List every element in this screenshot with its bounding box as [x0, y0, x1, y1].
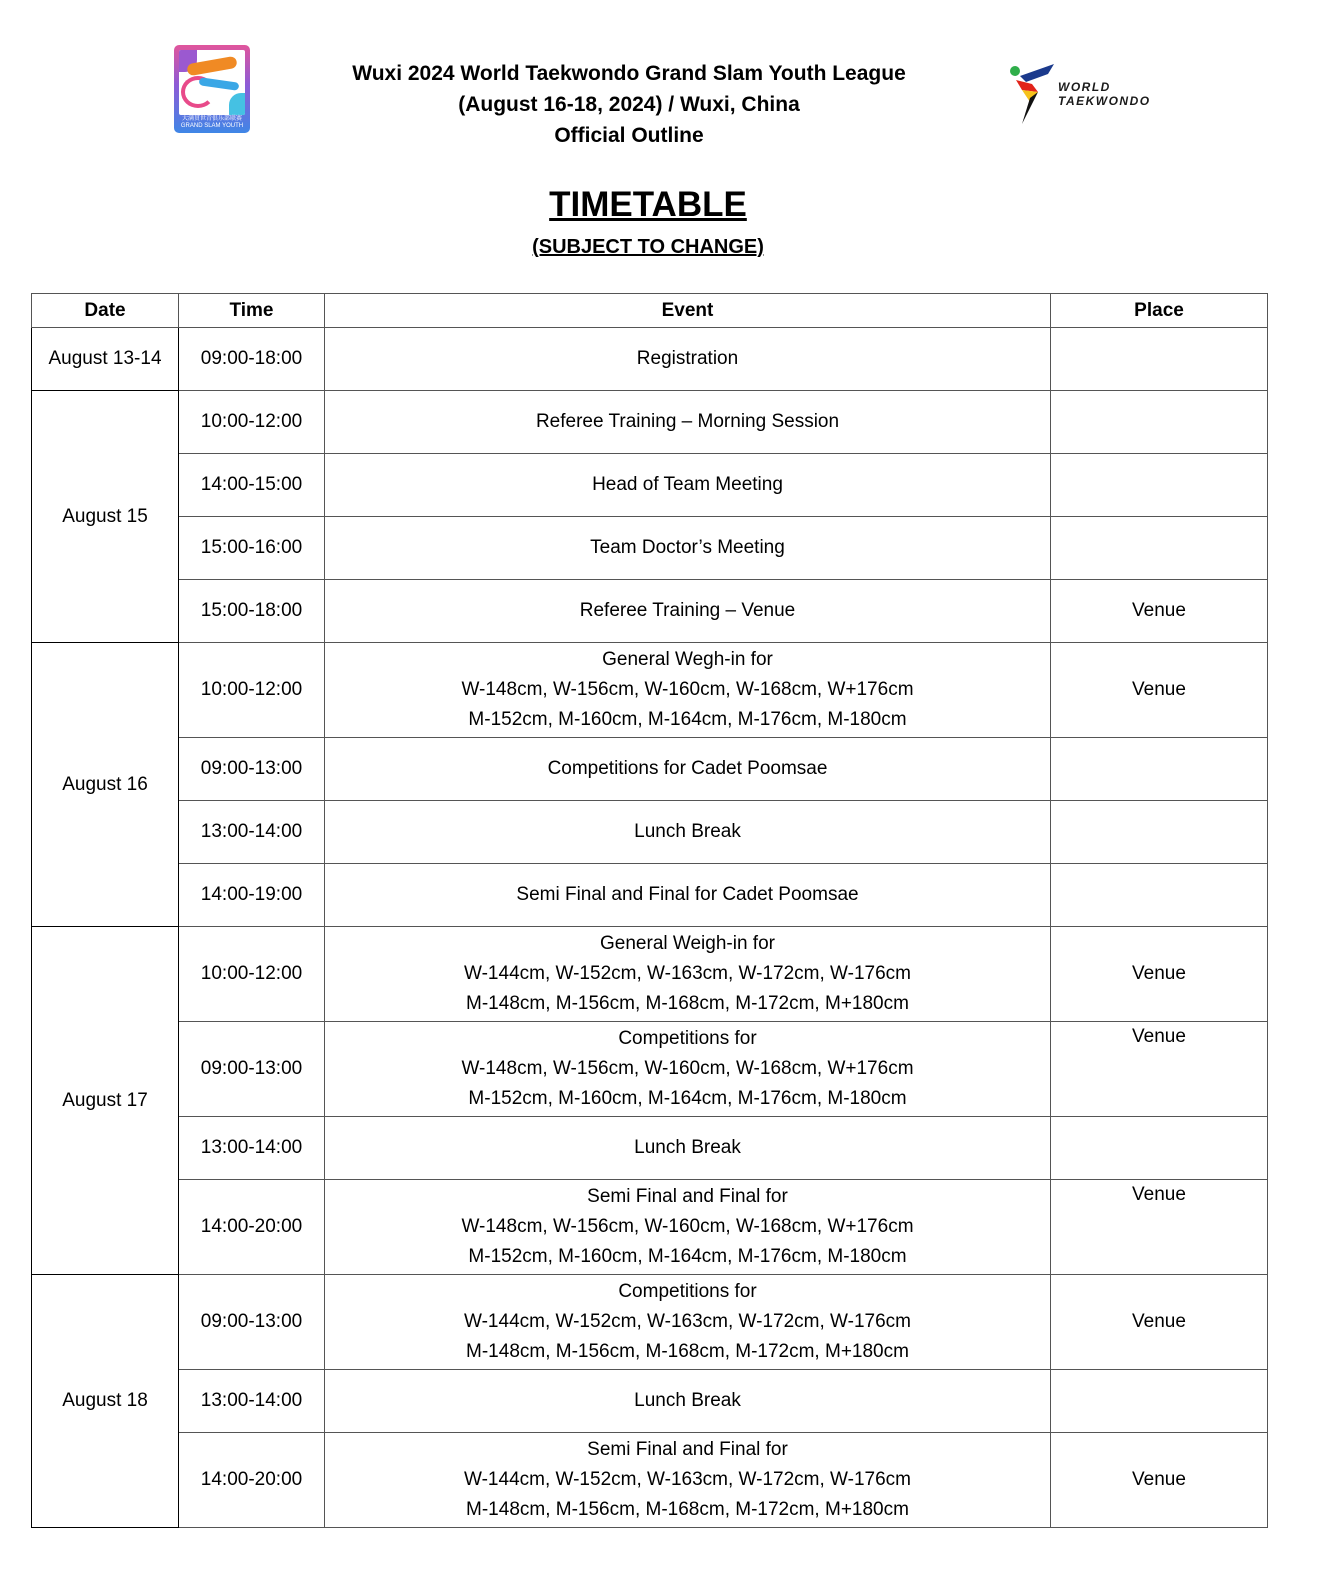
table-row	[32, 1180, 1268, 1275]
document-header	[264, 58, 994, 151]
time-cell: 14:00-20:00	[179, 1433, 325, 1528]
place-cell	[1051, 1117, 1268, 1180]
event-line: Competitions for	[618, 1281, 757, 1302]
event-cell	[325, 517, 1051, 580]
table-row	[32, 1275, 1268, 1370]
event-cell	[325, 328, 1051, 391]
event-line: Team Doctor’s Meeting	[590, 537, 785, 558]
table-row	[32, 1370, 1268, 1433]
event-cell	[325, 391, 1051, 454]
event-line: W-144cm, W-152cm, W-163cm, W-172cm, W-176cm	[464, 1469, 911, 1490]
time-cell: 13:00-14:00	[179, 1117, 325, 1180]
timetable	[31, 293, 1268, 1528]
page-title: TIMETABLE	[549, 185, 747, 224]
place-cell: Venue	[1051, 580, 1268, 643]
table-row	[32, 454, 1268, 517]
table-row	[32, 517, 1268, 580]
place-cell	[1051, 801, 1268, 864]
table-row	[32, 643, 1268, 738]
time-cell: 14:00-15:00	[179, 454, 325, 517]
table-row	[32, 738, 1268, 801]
event-line: Lunch Break	[634, 1137, 741, 1158]
event-line: W-148cm, W-156cm, W-160cm, W-168cm, W+176cm	[461, 1058, 914, 1079]
header-place: Place	[1051, 294, 1268, 328]
event-line: Semi Final and Final for	[587, 1186, 788, 1207]
event-line: M-148cm, M-156cm, M-168cm, M-172cm, M+180cm	[466, 1341, 909, 1362]
table-row	[32, 1117, 1268, 1180]
place-cell	[1051, 738, 1268, 801]
event-cell	[325, 1180, 1051, 1275]
table-row	[32, 1022, 1268, 1117]
event-line: M-148cm, M-156cm, M-168cm, M-172cm, M+180cm	[466, 993, 909, 1014]
event-cell	[325, 801, 1051, 864]
event-line: M-152cm, M-160cm, M-164cm, M-176cm, M-180cm	[468, 1088, 907, 1109]
event-line: W-144cm, W-152cm, W-163cm, W-172cm, W-176cm	[464, 1311, 911, 1332]
timetable-body	[32, 328, 1268, 1528]
event-line: W-148cm, W-156cm, W-160cm, W-168cm, W+176cm	[461, 1216, 914, 1237]
event-line: W-144cm, W-152cm, W-163cm, W-172cm, W-176cm	[464, 963, 911, 984]
event-line: Head of Team Meeting	[592, 474, 783, 495]
date-cell: August 16	[32, 643, 179, 927]
event-cell	[325, 864, 1051, 927]
event-line: Competitions for	[618, 1028, 757, 1049]
event-cell	[325, 1117, 1051, 1180]
event-line: Lunch Break	[634, 1390, 741, 1411]
place-cell: Venue	[1051, 1180, 1268, 1275]
time-cell: 10:00-12:00	[179, 643, 325, 738]
event-line: Referee Training – Morning Session	[535, 411, 840, 432]
place-cell	[1051, 864, 1268, 927]
table-row	[32, 580, 1268, 643]
event-line: W-148cm, W-156cm, W-160cm, W-168cm, W+176cm	[461, 679, 914, 700]
event-line: Semi Final and Final for	[587, 1439, 788, 1460]
event-cell	[325, 1022, 1051, 1117]
event-cell	[325, 1433, 1051, 1528]
time-cell: 09:00-13:00	[179, 1275, 325, 1370]
event-cell	[325, 1275, 1051, 1370]
time-cell: 13:00-14:00	[179, 1370, 325, 1433]
event-line: M-152cm, M-160cm, M-164cm, M-176cm, M-180cm	[468, 709, 907, 730]
header-time: Time	[179, 294, 325, 328]
document-type: Official Outline	[554, 124, 704, 147]
world-taekwondo-logo-icon	[1008, 62, 1158, 126]
date-cell: August 17	[32, 927, 179, 1275]
logo-caption-en: GRAND SLAM YOUTH	[180, 123, 244, 129]
time-cell: 09:00-18:00	[179, 328, 325, 391]
event-line: M-148cm, M-156cm, M-168cm, M-172cm, M+180cm	[466, 1499, 909, 1520]
place-cell	[1051, 1370, 1268, 1433]
place-cell: Venue	[1051, 927, 1268, 1022]
event-dates-location: (August 16-18, 2024) / Wuxi, China	[458, 93, 800, 116]
time-cell: 15:00-18:00	[179, 580, 325, 643]
grand-slam-youth-logo-icon	[174, 45, 250, 133]
page-subtitle: (SUBJECT TO CHANGE)	[532, 236, 764, 258]
place-cell	[1051, 454, 1268, 517]
event-cell	[325, 927, 1051, 1022]
time-cell: 10:00-12:00	[179, 391, 325, 454]
event-line: General Weigh-in for	[600, 933, 775, 954]
place-cell: Venue	[1051, 643, 1268, 738]
event-cell	[325, 454, 1051, 517]
table-row	[32, 1433, 1268, 1528]
header-event: Event	[325, 294, 1051, 328]
event-line: Competitions for Cadet Poomsae	[547, 758, 828, 779]
time-cell: 10:00-12:00	[179, 927, 325, 1022]
place-cell: Venue	[1051, 1433, 1268, 1528]
date-cell: August 18	[32, 1275, 179, 1528]
time-cell: 13:00-14:00	[179, 801, 325, 864]
event-name: Wuxi 2024 World Taekwondo Grand Slam Youth League	[352, 62, 906, 85]
time-cell: 14:00-19:00	[179, 864, 325, 927]
table-row	[32, 391, 1268, 454]
event-cell	[325, 643, 1051, 738]
table-row	[32, 801, 1268, 864]
event-line: M-152cm, M-160cm, M-164cm, M-176cm, M-180cm	[468, 1246, 907, 1267]
time-cell: 14:00-20:00	[179, 1180, 325, 1275]
place-cell	[1051, 517, 1268, 580]
place-cell	[1051, 391, 1268, 454]
header-date: Date	[32, 294, 179, 328]
place-cell: Venue	[1051, 1275, 1268, 1370]
place-cell	[1051, 328, 1268, 391]
event-line: Referee Training – Venue	[579, 600, 796, 621]
date-cell: August 13-14	[32, 328, 179, 391]
wt-logo-line1: WORLD	[1058, 80, 1111, 94]
table-row	[32, 927, 1268, 1022]
time-cell: 15:00-16:00	[179, 517, 325, 580]
event-line: General Wegh-in for	[602, 649, 773, 670]
world-taekwondo-emblem-icon	[1008, 62, 1058, 126]
wt-logo-line2: TAEKWONDO	[1058, 94, 1151, 108]
logo-caption-cn: 大满贯世青俱乐部联赛	[181, 116, 242, 122]
event-cell	[325, 580, 1051, 643]
date-cell: August 15	[32, 391, 179, 643]
event-line: Registration	[636, 348, 739, 369]
time-cell: 09:00-13:00	[179, 1022, 325, 1117]
place-cell: Venue	[1051, 1022, 1268, 1117]
event-cell	[325, 1370, 1051, 1433]
event-line: Semi Final and Final for Cadet Poomsae	[516, 884, 859, 905]
event-cell	[325, 738, 1051, 801]
table-row	[32, 864, 1268, 927]
time-cell: 09:00-13:00	[179, 738, 325, 801]
table-header-row	[32, 294, 1268, 328]
table-row	[32, 328, 1268, 391]
event-line: Lunch Break	[634, 821, 741, 842]
